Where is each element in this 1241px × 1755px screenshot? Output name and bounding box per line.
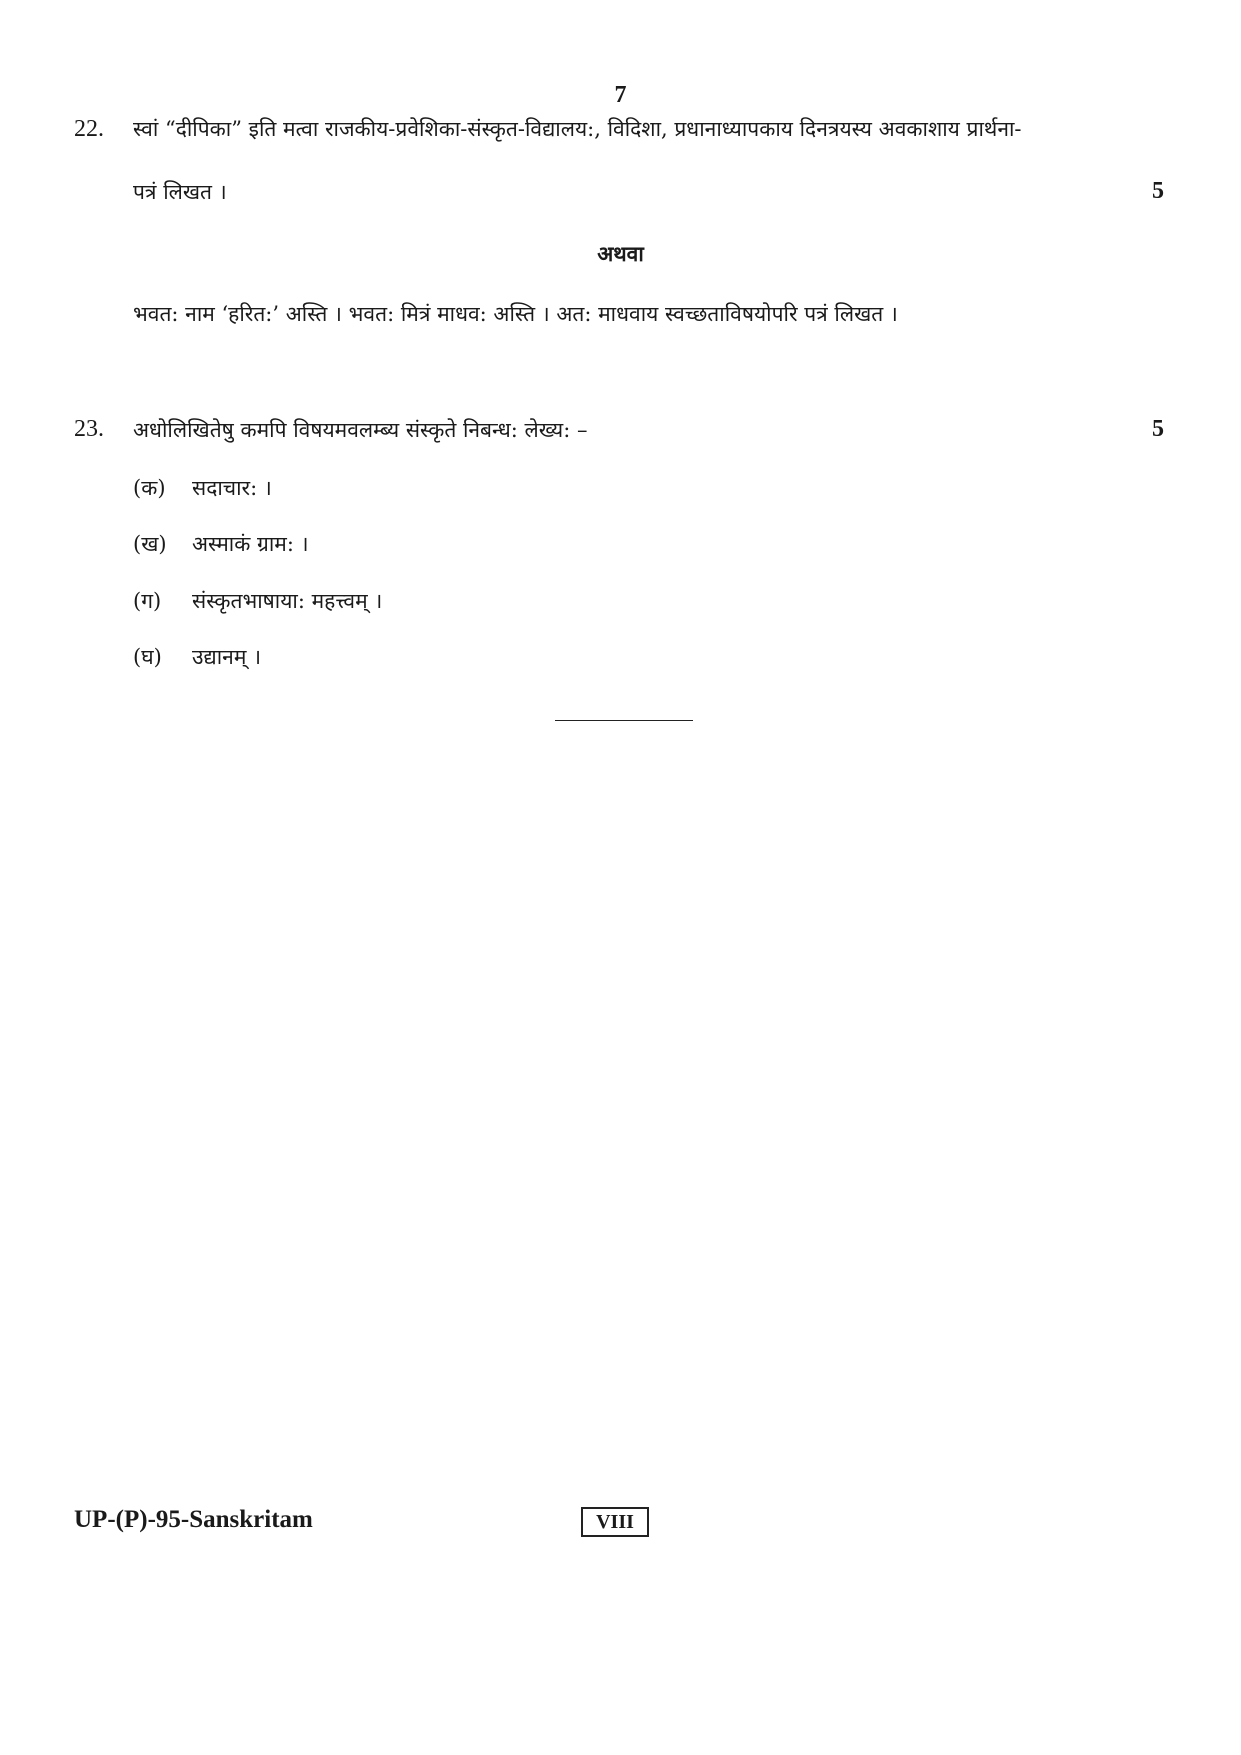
list-item — [133, 474, 272, 502]
list-item — [133, 587, 382, 615]
question-23-marks: 5 — [1152, 416, 1164, 442]
option-text: संस्कृतभाषाया: महत्त्वम् । — [192, 589, 383, 613]
question-22-alternative: भवत: नाम ‘हरित:’ अस्ति । भवत: मित्रं माधव: अस्ति । अत: माधवाय स्वच्छताविषयोपरि पत्रं लिखत । — [133, 302, 898, 326]
end-divider — [555, 720, 693, 721]
list-item — [133, 643, 261, 671]
or-label: अथवा — [597, 241, 644, 266]
option-label: (घ) — [133, 645, 162, 669]
option-text: सदाचार: । — [192, 476, 272, 500]
option-label: (क) — [133, 476, 166, 500]
option-text: उद्यानम् । — [192, 645, 262, 669]
paper-code: UP-(P)-95-Sanskritam — [74, 1506, 313, 1533]
question-23-number: 23. — [74, 416, 104, 442]
option-label: (ग) — [133, 589, 162, 613]
option-text: अस्माकं ग्राम: । — [192, 532, 309, 556]
page-number: 7 — [614, 82, 627, 108]
list-item — [133, 530, 309, 558]
option-label: (ख) — [133, 532, 167, 556]
question-22-text-line1: स्वां “दीपिका” इति मत्वा राजकीय-प्रवेशिका-संस्कृत-विद्यालय:, विदिशा, प्रधानाध्यापकाय दिनत्रयस्य अवकाशाय प्रार्थना- — [133, 117, 1022, 141]
question-23-text: अधोलिखितेषु कमपि विषयमवलम्ब्य संस्कृते निबन्ध: लेख्य: – — [133, 418, 588, 442]
question-22-text-line2: पत्रं लिखत । — [133, 180, 227, 204]
question-22-number: 22. — [74, 116, 104, 142]
set-box: VIII — [581, 1507, 649, 1537]
question-22-marks: 5 — [1152, 178, 1164, 204]
